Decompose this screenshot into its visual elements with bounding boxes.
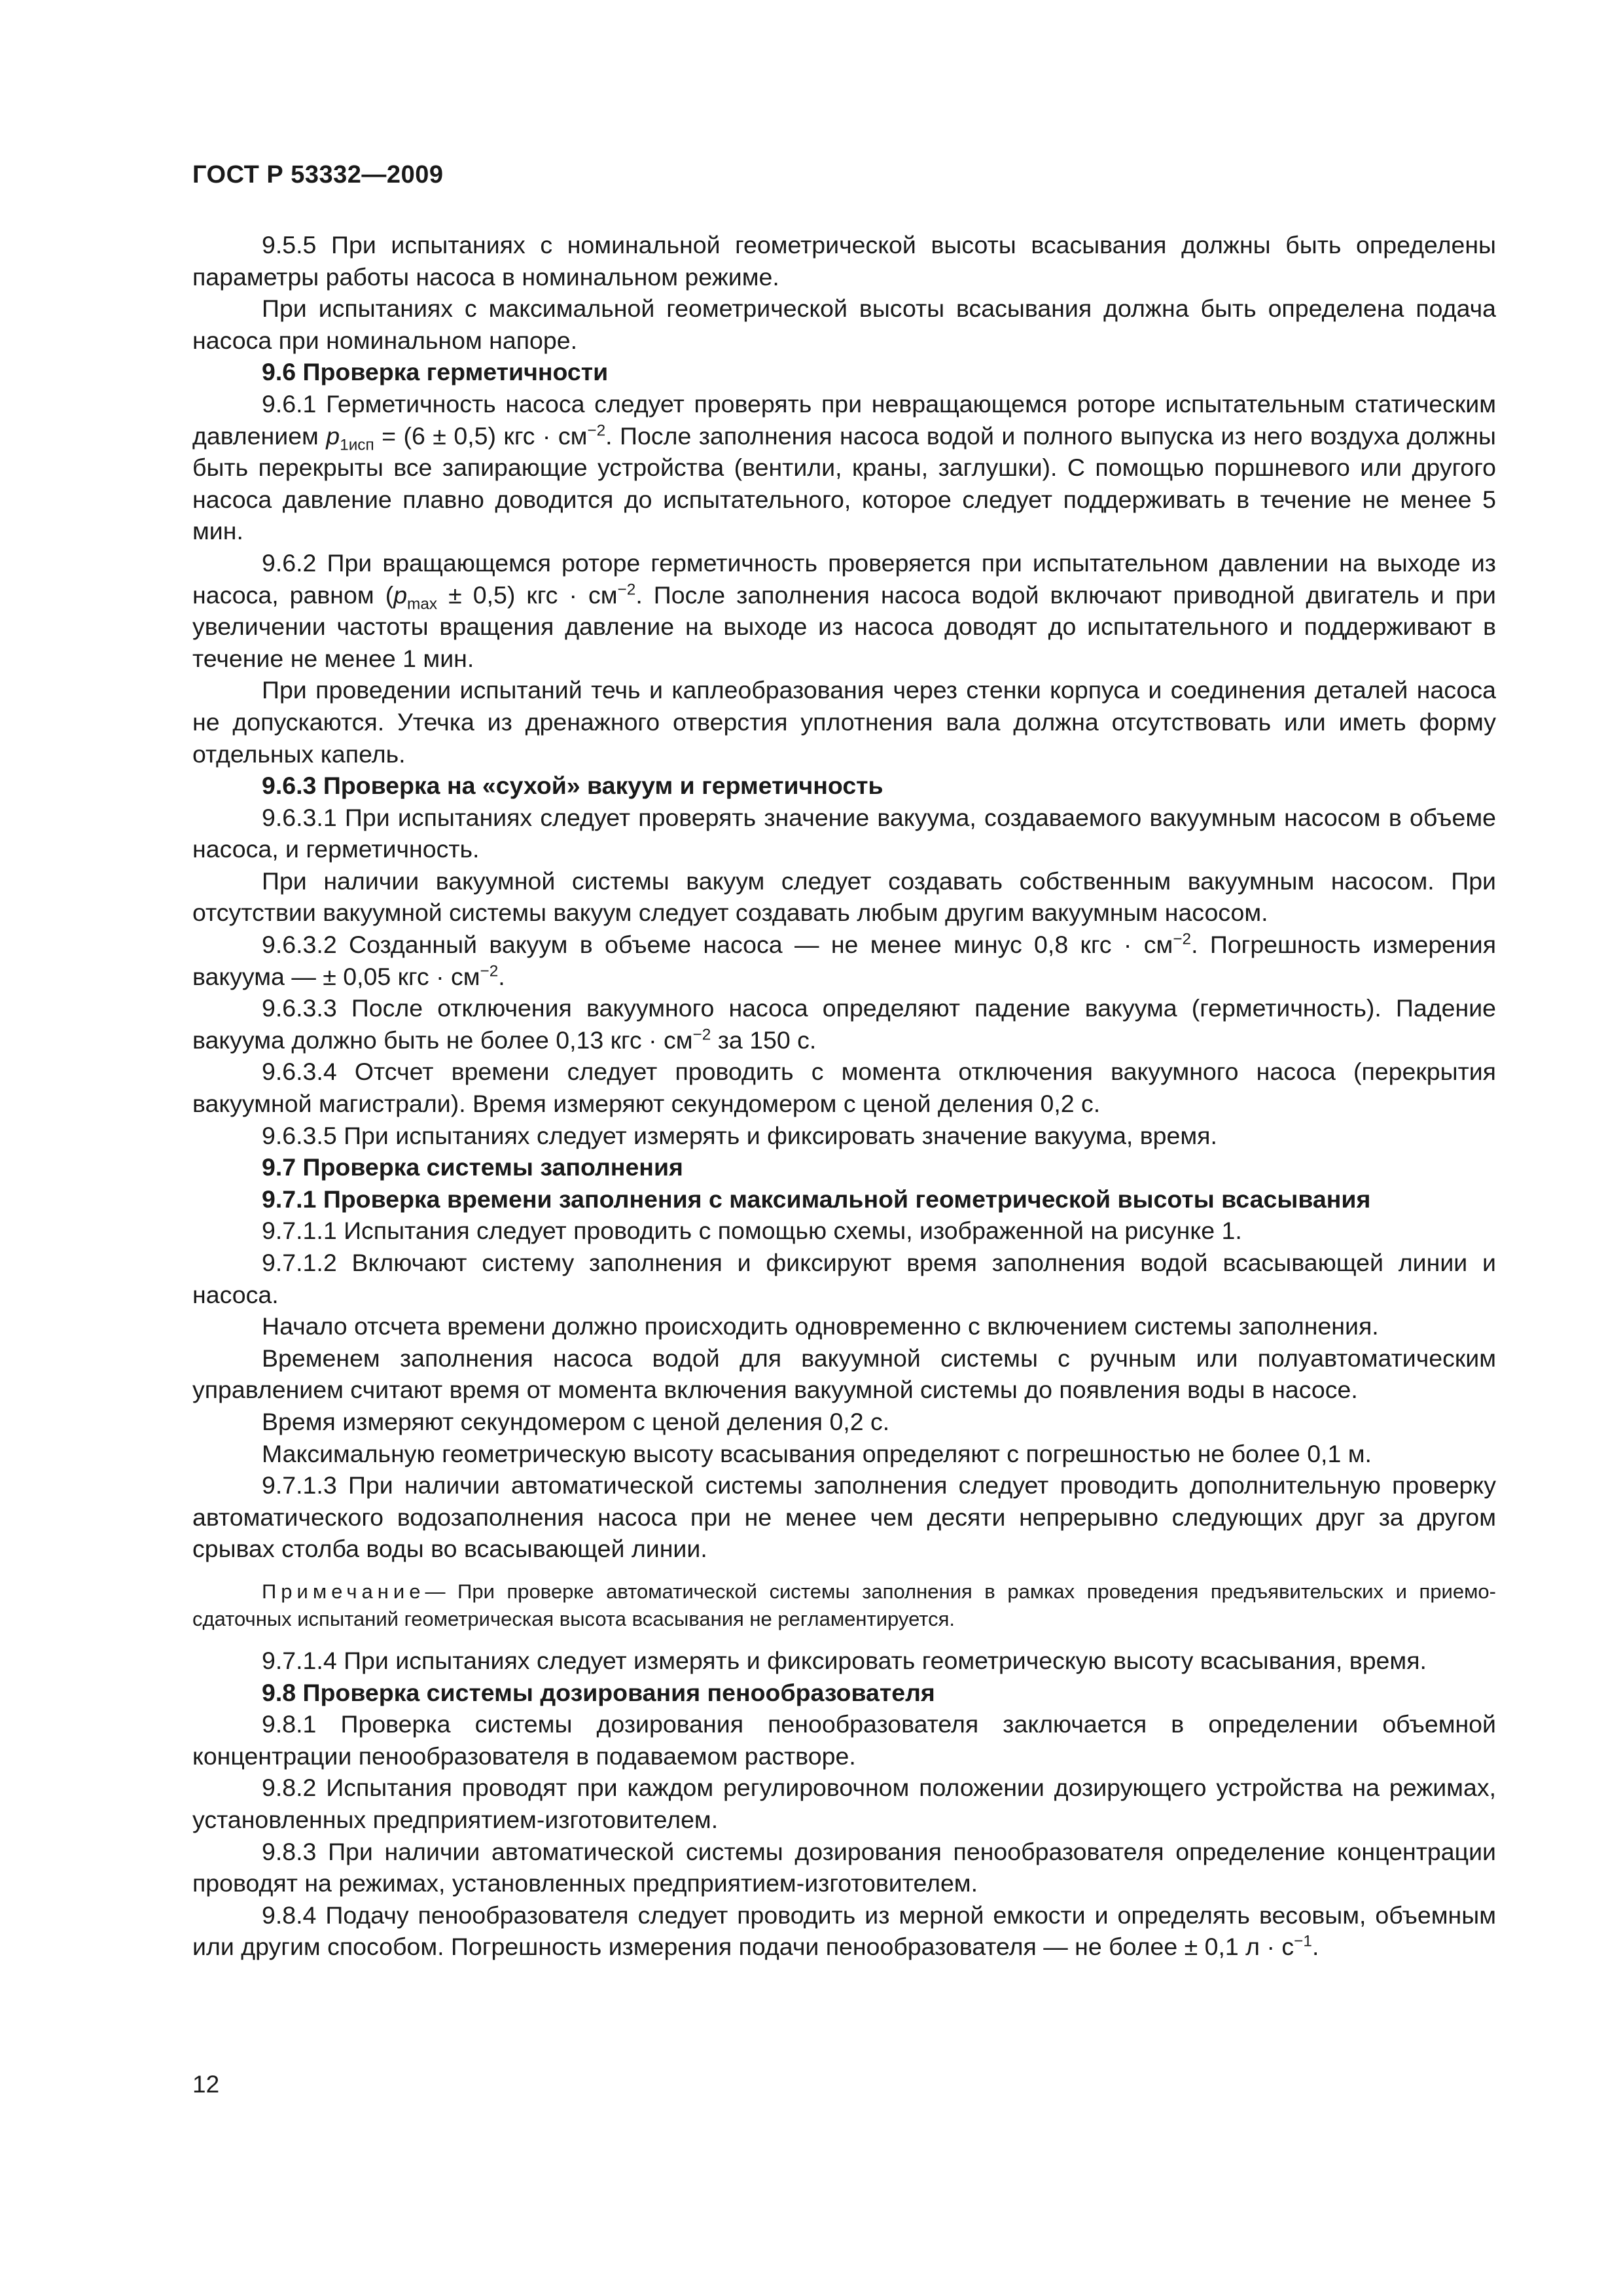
section-heading-9-6-3: 9.6.3 Проверка на «сухой» вакуум и герметичность: [262, 772, 883, 800]
paragraph-9-7-1-1: 9.7.1.1 Испытания следует проводить с помощью схемы, изображенной на рисунке 1.: [262, 1217, 1242, 1245]
paragraph-9-7-1-2-c: Временем заполнения насоса водой для вакуумной системы с ручным или полуавтоматическим управлением считают время от момента включения вакуумной системы до появления воды в насосе.: [192, 1344, 1496, 1404]
paragraph-9-6-3-1: 9.6.3.1 При испытаниях следует проверять значение вакуума, создаваемого вакуумным насосом в объеме насоса, и герметичность.: [192, 803, 1496, 863]
section-heading-9-7-1: 9.7.1 Проверка времени заполнения с максимальной геометрической высоты всасывания: [262, 1185, 1371, 1213]
paragraph-9-6-3-1-continued: При наличии вакуумной системы вакуум следует создавать собственным вакуумным насосом. При отсутствии вакуумной системы вакуум следует создавать любым другим вакуумным насосом.: [192, 867, 1496, 927]
paragraph-9-8-4: 9.8.4 Подачу пенообразователя следует проводить из мерной емкости и определять весовым, объемным или другим способом. Погрешность измерения подачи пенообразователя — не более ± 0,1 $л \cdot с^{-1}$.: [192, 1901, 1496, 1961]
paragraph-9-7-1-2-b: Начало отсчета времени должно происходить одновременно с включением системы заполнения.: [262, 1312, 1379, 1340]
paragraph-9-8-3: 9.8.3 При наличии автоматической системы дозирования пенообразователя определение концентрации проводят на режимах, установленных предприятием-изготовителем.: [192, 1837, 1496, 1897]
page-number: 12: [192, 2071, 220, 2098]
paragraph-9-6-3-2: 9.6.3.2 Созданный вакуум в объеме насоса — не менее минус 0,8 кгс · $см^{-2}$. Погрешность измерения вакуума — ± 0,05 кгс · $см^{-2}$.: [192, 930, 1496, 990]
note-text: — При проверке автоматической системы заполнения в рамках проведения предъявительских и приемо-сдаточных испытаний геометрическая высота всасывания не регламентируется.: [192, 1579, 1496, 1630]
paragraph-9-5-5-continued: При испытаниях с максимальной геометрической высоты всасывания должна быть определена подача насоса при номинальном напоре.: [192, 295, 1496, 354]
note: [192, 1578, 1496, 1633]
paragraph-9-7-1-2: 9.7.1.2 Включают систему заполнения и фиксируют время заполнения водой всасывающей линии и насоса.: [192, 1249, 1496, 1308]
paragraph-9-7-1-2-d: Время измеряют секундомером с ценой деления 0,2 с.: [262, 1407, 890, 1435]
paragraph-9-8-2: 9.8.2 Испытания проводят при каждом регулировочном положении дозирующего устройства на режимах, установленных предприятием-изготовителем.: [192, 1774, 1496, 1833]
paragraph-9-6-3-5: 9.6.3.5 При испытаниях следует измерять и фиксировать значение вакуума, время.: [262, 1121, 1217, 1149]
section-heading-9-7: 9.7 Проверка системы заполнения: [262, 1153, 683, 1181]
note-label: Примечание: [262, 1579, 425, 1603]
document-header: ГОСТ Р 53332—2009: [192, 161, 444, 188]
section-heading-9-6: 9.6 Проверка герметичности: [262, 358, 609, 386]
paragraph-9-6-3-4: 9.6.3.4 Отсчет времени следует проводить с момента отключения вакуумного насоса (перекрытия вакуумной магистрали). Время измеряют секундомером с ценой деления 0,2 с.: [192, 1058, 1496, 1118]
paragraph-9-8-1: 9.8.1 Проверка системы дозирования пенообразователя заключается в определении объемной концентрации пенообразователя в подаваемом растворе.: [192, 1710, 1496, 1770]
paragraph-9-7-1-3: 9.7.1.3 При наличии автоматической системы заполнения следует проводить дополнительную проверку автоматического водозаполнения насоса при не менее чем десяти непрерывно следующих друг за другом срывах столба воды во всасывающей линии.: [192, 1471, 1496, 1563]
paragraph-9-6-1: 9.6.1 Герметичность насоса следует проверять при невращающемся роторе испытательным статическим давлением $p_{1исп} = (6 \pm 0,5)$ кгс · $см^{-2}$. После заполнения насоса водой и полного выпуска из него воздуха должны быть перекрыты все запирающие устройства (вентили, краны, заглушки). С помощью поршневого или другого насоса давление плавно доводится до испытательного, которое следует поддерживать в течение не менее 5 мин.: [192, 389, 1496, 545]
paragraph-9-7-1-2-e: Максимальную геометрическую высоту всасывания определяют с погрешностью не более 0,1 м.: [262, 1439, 1372, 1467]
paragraph-9-6-2-continued: При проведении испытаний течь и каплеобразования через стенки корпуса и соединения деталей насоса не допускаются. Утечка из дренажного отверстия уплотнения вала должна отсутствовать или иметь форму отдельных капель.: [192, 676, 1496, 768]
paragraph-9-6-3-3: 9.6.3.3 После отключения вакуумного насоса определяют падение вакуума (герметичность). Падение вакуума должно быть не более 0,13 кгс · $см^{-2}$ за 150 с.: [192, 994, 1496, 1054]
paragraph-9-7-1-4: 9.7.1.4 При испытаниях следует измерять и фиксировать геометрическую высоту всасывания, время.: [262, 1646, 1427, 1674]
section-heading-9-8: 9.8 Проверка системы дозирования пенообразователя: [262, 1678, 935, 1706]
paragraph-9-6-2: 9.6.2 При вращающемся роторе герметичность проверяется при испытательном давлении на выходе из насоса, равном $(p_{max} \pm 0,5)$ кгс · $см^{-2}$. После заполнения насоса водой включают приводной двигатель и при увеличении частоты вращения давление на выходе из насоса доводят до испытательного и поддерживают в течение не менее 1 мин.: [192, 548, 1496, 672]
document-body: [192, 229, 1496, 1963]
paragraph-9-5-5: 9.5.5 При испытаниях с номинальной геометрической высоты всасывания должны быть определены параметры работы насоса в номинальном режиме.: [192, 231, 1496, 291]
